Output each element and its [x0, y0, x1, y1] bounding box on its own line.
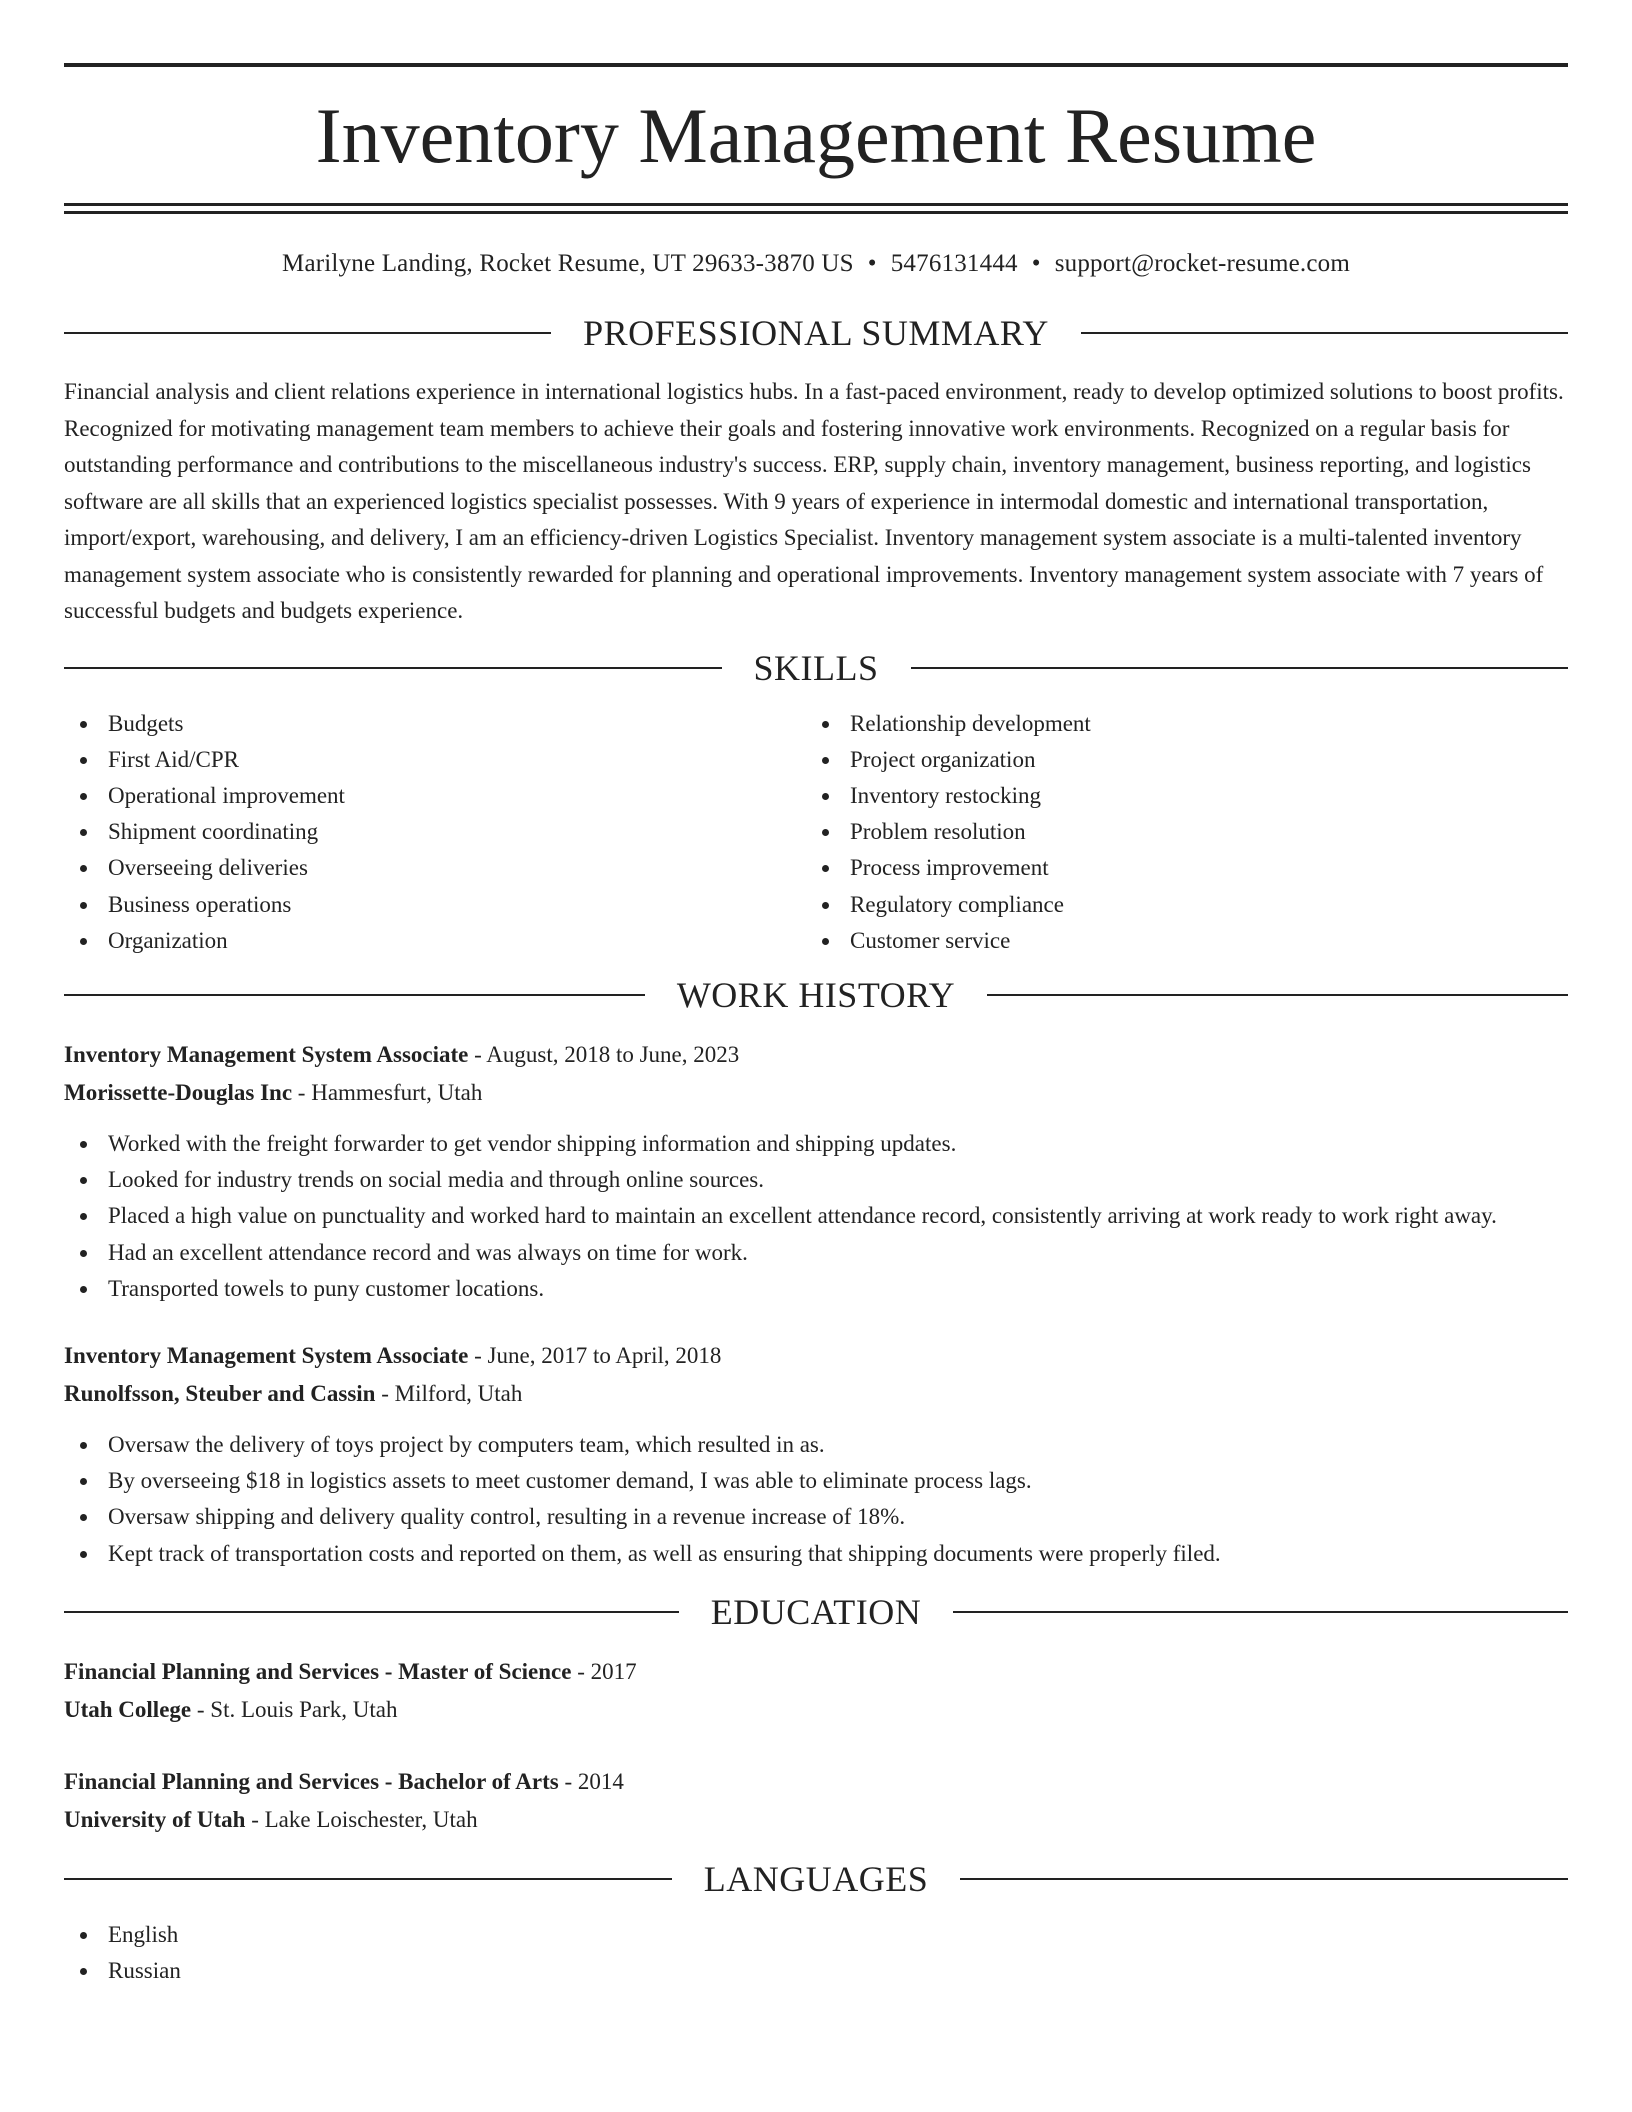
- job-bullet: Oversaw the delivery of toys project by computers team, which resulted in as.: [64, 1427, 1568, 1463]
- section-header-summary: [64, 309, 1568, 357]
- job-company-line: [64, 1375, 1568, 1413]
- job-dates: - June, 2017 to April, 2018: [468, 1342, 722, 1368]
- job-bullet: Had an excellent attendance record and was always on time for work.: [64, 1235, 1568, 1271]
- skill-item: Overseeing deliveries: [64, 850, 806, 886]
- skill-item: Budgets: [64, 706, 806, 742]
- section-header-work: [64, 971, 1568, 1019]
- section-title-education: EDUCATION: [710, 1591, 922, 1632]
- job-entry: [64, 1337, 1568, 1572]
- divider: [911, 667, 1569, 669]
- skill-item: Problem resolution: [806, 814, 1548, 850]
- section-title-languages: LANGUAGES: [703, 1858, 929, 1899]
- contact-separator: •: [867, 250, 877, 277]
- work-history: [64, 1036, 1568, 1572]
- degree: Financial Planning and Services - Bachelor of Arts: [64, 1768, 559, 1794]
- section-header-education: [64, 1588, 1568, 1636]
- divider: [64, 332, 551, 334]
- divider: [64, 1878, 672, 1880]
- job-dates: - August, 2018 to June, 2023: [468, 1041, 740, 1067]
- language-item: English: [64, 1917, 1568, 1953]
- skill-item: Business operations: [64, 887, 806, 923]
- job-bullet: Placed a high value on punctuality and worked hard to maintain an excellent attendance record, consistently arriving at work ready to work right away.: [64, 1198, 1568, 1234]
- contact-line: [64, 250, 1568, 278]
- school: University of Utah: [64, 1806, 246, 1832]
- divider: [64, 994, 645, 996]
- job-company: Morissette-Douglas Inc: [64, 1079, 293, 1105]
- school-location: - St. Louis Park, Utah: [191, 1696, 398, 1722]
- skill-item: First Aid/CPR: [64, 742, 806, 778]
- job-bullets: [64, 1427, 1568, 1572]
- skill-item: Regulatory compliance: [806, 887, 1548, 923]
- skill-item: Process improvement: [806, 850, 1548, 886]
- skill-item: Customer service: [806, 923, 1548, 959]
- job-company: Runolfsson, Steuber and Cassin: [64, 1380, 376, 1406]
- contact-phone: 5476131444: [890, 250, 1018, 277]
- contact-address: Marilyne Landing, Rocket Resume, UT 29633-3870 US: [282, 250, 854, 277]
- divider: [1081, 332, 1568, 334]
- skill-item: Relationship development: [806, 706, 1548, 742]
- job-location: - Milford, Utah: [375, 1380, 523, 1406]
- education-entry: [64, 1763, 1568, 1839]
- degree-year: - 2014: [558, 1768, 624, 1794]
- resume-title: Inventory Management Resume: [315, 92, 1317, 179]
- skills-list-right: [806, 706, 1548, 959]
- section-title-skills: SKILLS: [753, 647, 879, 688]
- section-title-work: WORK HISTORY: [676, 974, 956, 1015]
- school-line: [64, 1691, 1568, 1729]
- job-title: Inventory Management System Associate: [64, 1041, 469, 1067]
- skills-columns: [64, 706, 1568, 959]
- job-bullet: By overseeing $18 in logistics assets to meet customer demand, I was able to eliminate process lags.: [64, 1463, 1568, 1499]
- job-title-line: [64, 1036, 1568, 1074]
- job-bullet: Kept track of transportation costs and reported on them, as well as ensuring that shipping documents were properly filed.: [64, 1536, 1568, 1572]
- language-item: Russian: [64, 1953, 1568, 1989]
- top-rule: [64, 63, 1568, 67]
- job-bullets: [64, 1126, 1568, 1307]
- degree: Financial Planning and Services - Master of Science: [64, 1658, 572, 1684]
- skill-item: Inventory restocking: [806, 778, 1548, 814]
- school-location: - Lake Loischester, Utah: [245, 1806, 478, 1832]
- contact-email: support@rocket-resume.com: [1054, 250, 1350, 277]
- divider: [960, 1878, 1568, 1880]
- job-company-line: [64, 1074, 1568, 1112]
- section-header-skills: [64, 644, 1568, 692]
- school: Utah College: [64, 1696, 192, 1722]
- job-location: - Hammesfurt, Utah: [292, 1079, 483, 1105]
- degree-line: [64, 1653, 1568, 1691]
- job-bullet: Looked for industry trends on social media and through online sources.: [64, 1162, 1568, 1198]
- job-title-line: [64, 1337, 1568, 1375]
- section-header-languages: [64, 1855, 1568, 1903]
- job-title: Inventory Management System Associate: [64, 1342, 469, 1368]
- job-bullet: Transported towels to puny customer locations.: [64, 1271, 1568, 1307]
- degree-year: - 2017: [571, 1658, 637, 1684]
- divider: [987, 994, 1568, 996]
- languages-list: [64, 1917, 1568, 1989]
- divider: [64, 667, 722, 669]
- education-list: [64, 1653, 1568, 1839]
- divider: [64, 1611, 679, 1613]
- job-bullet: Oversaw shipping and delivery quality control, resulting in a revenue increase of 18%.: [64, 1499, 1568, 1535]
- skill-item: Organization: [64, 923, 806, 959]
- skills-list-left: [64, 706, 806, 959]
- skill-item: Operational improvement: [64, 778, 806, 814]
- skill-item: Project organization: [806, 742, 1548, 778]
- school-line: [64, 1801, 1568, 1839]
- job-bullet: Worked with the freight forwarder to get vendor shipping information and shipping updates.: [64, 1126, 1568, 1162]
- divider: [953, 1611, 1568, 1613]
- title-double-rule: [64, 203, 1568, 214]
- resume-page: [64, 0, 1568, 1989]
- job-entry: [64, 1036, 1568, 1307]
- degree-line: [64, 1763, 1568, 1801]
- summary-paragraph: Financial analysis and client relations experience in international logistics hubs. In a fast-paced environment, ready to develop optimized solutions to boost profits. Recognized for motivating management team members to achieve their goals and fostering innovative work environments. Recognized on a regular basis for outstanding performance and contributions to the miscellaneous industry's success. ERP, supply chain, inventory management, business reporting, and logistics software are all skills that an experienced logistics specialist possesses. With 9 years of experience in intermodal domestic and international transportation, import/export, warehousing, and delivery, I am an efficiency-driven Logistics Specialist. Inventory management system associate is a multi-talented inventory management system associate who is consistently rewarded for planning and operational improvements. Inventory management system associate with 7 years of successful budgets and budgets experience.: [64, 379, 1564, 623]
- contact-separator: •: [1031, 250, 1041, 277]
- section-title-summary: PROFESSIONAL SUMMARY: [583, 313, 1049, 353]
- education-entry: [64, 1653, 1568, 1729]
- skill-item: Shipment coordinating: [64, 814, 806, 850]
